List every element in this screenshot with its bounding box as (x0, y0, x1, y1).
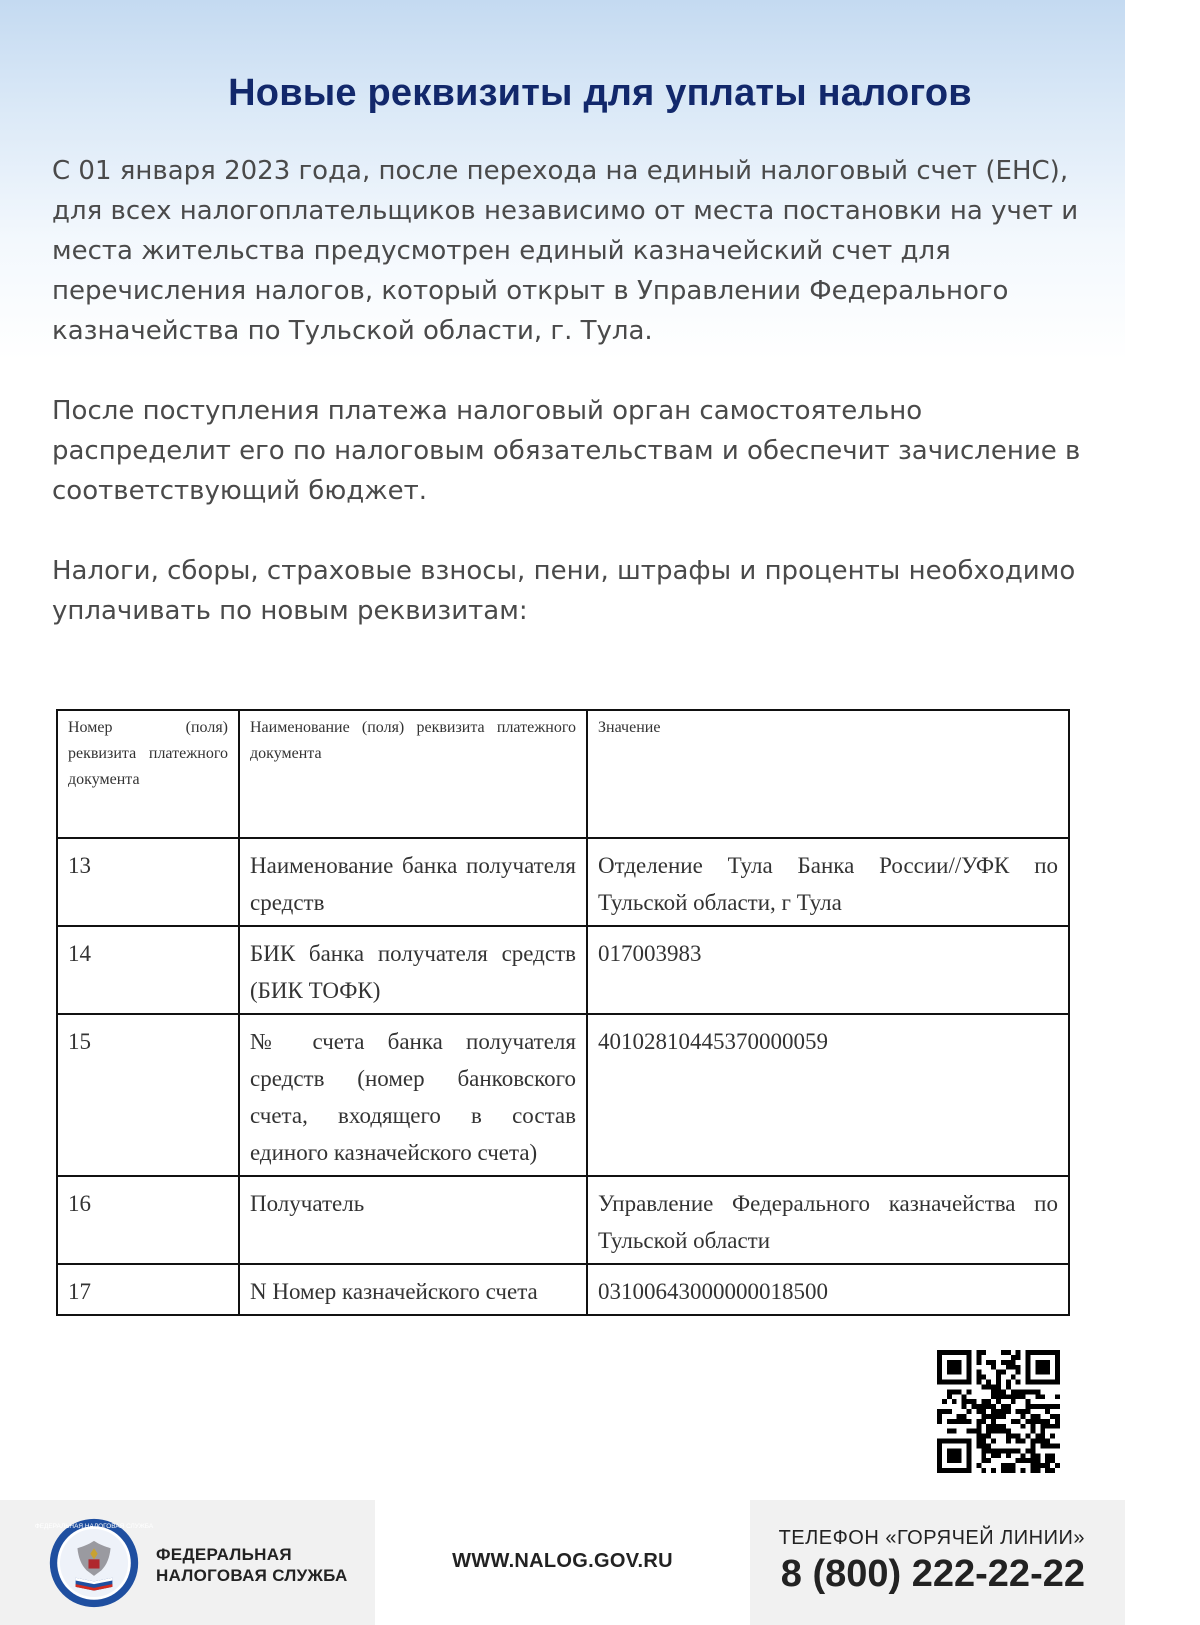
cell-value: Управление Федерального казначейства по Тульской области (587, 1176, 1069, 1264)
table-row (57, 838, 1069, 926)
hotline-label: ТЕЛЕФОН «ГОРЯЧЕЙ ЛИНИИ» (778, 1527, 1085, 1549)
requisites-table (56, 709, 1070, 1316)
cell-value: 03100643000000018500 (587, 1264, 1069, 1315)
hotline-phone-link[interactable]: 8 (800) 222-22-22 (780, 1553, 1085, 1595)
cell-field-number: 16 (57, 1176, 239, 1264)
emblem-ring-text: ФЕДЕРАЛЬНАЯ НАЛОГОВАЯ СЛУЖБА (34, 1523, 154, 1531)
organization-name (156, 1544, 366, 1586)
table-row (57, 1264, 1069, 1315)
cell-field-number: 15 (57, 1014, 239, 1176)
table-row (57, 1176, 1069, 1264)
cell-field-name: № счета банка получателя средств (номер банковского счета, входящего в состав единого казначейского счета) (239, 1014, 587, 1176)
instruction-paragraph: Налоги, сборы, страховые взносы, пени, штрафы и проценты необходимо уплачивать по новым реквизитам: (52, 556, 1076, 626)
cell-field-name: БИК банка получателя средств (БИК ТОФК) (239, 926, 587, 1014)
qr-code-icon[interactable] (937, 1350, 1060, 1473)
org-name-line2: НАЛОГОВАЯ СЛУЖБА (156, 1566, 348, 1585)
cell-field-number: 14 (57, 926, 239, 1014)
cell-field-number: 17 (57, 1264, 239, 1315)
distribution-paragraph: После поступления платежа налоговый орган самостоятельно распределит его по налоговым обязательствам и обеспечит зачисление в соответствующий бюджет. (52, 396, 1081, 506)
table-header-row (57, 710, 1069, 838)
page-title: Новые реквизиты для уплаты налогов (228, 72, 972, 114)
header-value: Значение (587, 710, 1069, 838)
website-link[interactable]: WWW.NALOG.GOV.RU (452, 1550, 673, 1572)
cell-field-number: 13 (57, 838, 239, 926)
cell-field-name: N Номер казначейского счета (239, 1264, 587, 1315)
cell-value: 017003983 (587, 926, 1069, 1014)
header-field-number: Номер (поля) реквизита платежного документа (57, 710, 239, 838)
table-row (57, 926, 1069, 1014)
cell-value: 40102810445370000059 (587, 1014, 1069, 1176)
org-name-line1: ФЕДЕРАЛЬНАЯ (156, 1545, 292, 1564)
table-row (57, 1014, 1069, 1176)
fns-emblem-icon (34, 1517, 154, 1609)
cell-field-name: Получатель (239, 1176, 587, 1264)
header-field-name: Наименование (поля) реквизита платежного документа (239, 710, 587, 838)
cell-field-name: Наименование банка получателя средств (239, 838, 587, 926)
intro-paragraph: С 01 января 2023 года, после перехода на единый налоговый счет (ЕНС), для всех налогоплательщиков независимо от места постановки на учет и места жительства предусмотрен единый казначейский счет для перечисления налогов, который открыт в Управлении Федерального казначейства по Тульской области, г. Тула. (52, 156, 1079, 346)
cell-value: Отделение Тула Банка России//УФК по Тульской области, г Тула (587, 838, 1069, 926)
